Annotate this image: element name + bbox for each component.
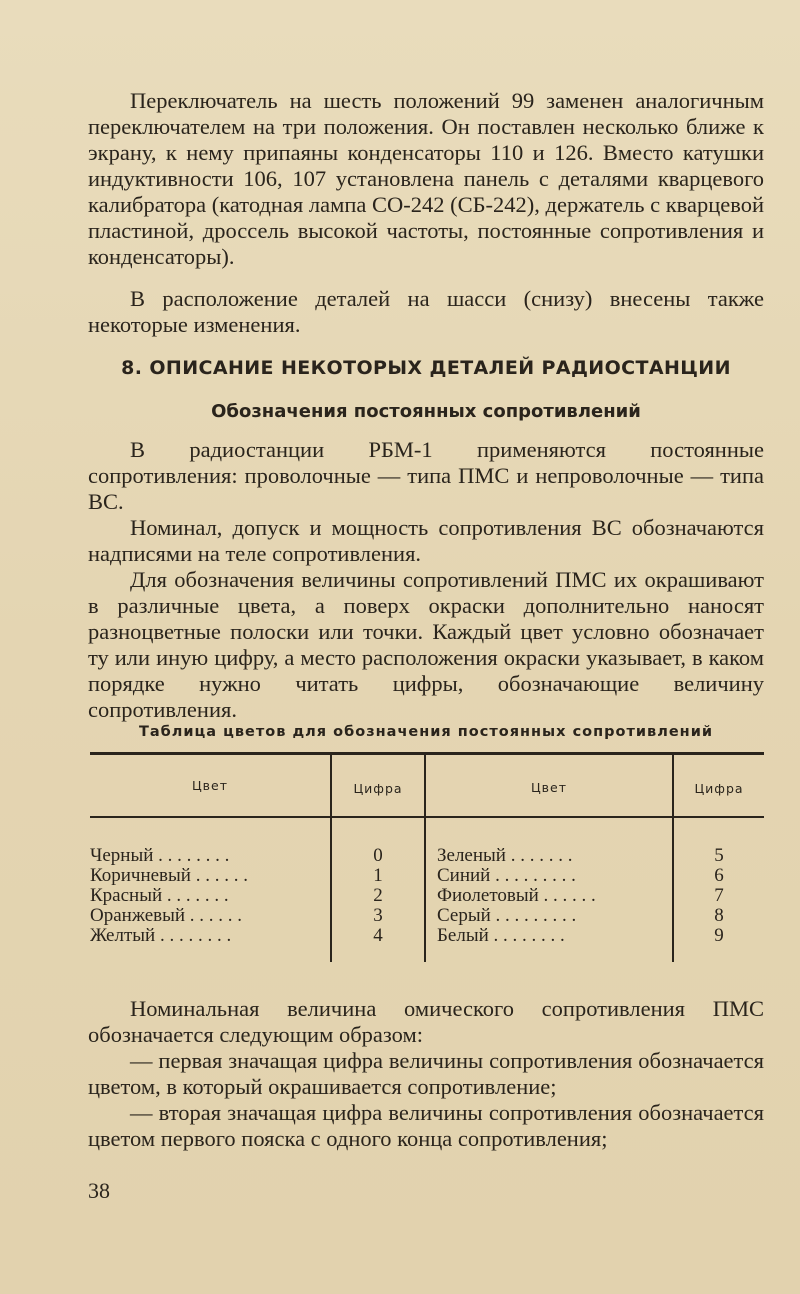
left-digit-column [332, 846, 424, 946]
table-cell-digit: 9 [714, 925, 724, 946]
table-caption: Таблица цветов для обозначения постоянных сопротивлений [138, 724, 714, 740]
table-cell-digit: 2 [373, 885, 383, 906]
table-cell-color: Белый . . . . . . . . [437, 925, 565, 946]
table-cell-color: Коричневый . . . . . . [90, 865, 248, 886]
table-cell-digit: 7 [714, 885, 724, 906]
right-color-column [437, 846, 669, 946]
left-color-column [90, 846, 326, 946]
table-cell-color: Оранжевый . . . . . . [90, 905, 243, 926]
table-cell-color: Зеленый . . . . . . . [437, 845, 573, 866]
table-header-digit-right: Цифра [694, 781, 744, 796]
table-cell-digit: 5 [714, 845, 724, 866]
page-number: 38 [88, 1178, 110, 1203]
table-header-digit-left: Цифра [353, 781, 403, 796]
paragraph-chassis-layout: В расположение деталей на шасси (снизу) внесены также некоторые изменения. [88, 286, 764, 337]
paragraph-pms-colors: Для обозначения величины сопротивлений ПМС их окрашивают в различные цвета, а поверх окраски дополнительно наносят разноцветные полоски или точки. Каждый цвет условно обозначает ту или иную цифру, а место расположения окраски указывает, в каком порядке нужно читать цифры, обозначающие величину сопротивления. [88, 567, 764, 722]
table-cell-digit: 0 [373, 845, 383, 866]
right-digit-column [674, 846, 764, 946]
table-cell-digit: 4 [373, 925, 383, 946]
paragraph-first-digit: — первая значащая цифра величины сопротивления обозначается цветом, в который окрашивается сопротивление; [88, 1048, 764, 1099]
table-header-color-right: Цвет [530, 780, 568, 795]
table-top-rule [90, 752, 764, 755]
paragraph-pms-nominal: Номинальная величина омического сопротивления ПМС обозначается следующим образом: [88, 996, 764, 1047]
subheading-resistor-markings: Обозначения постоянных сопротивлений [211, 401, 641, 422]
table-cell-digit: 3 [373, 905, 383, 926]
section-heading: 8. ОПИСАНИЕ НЕКОТОРЫХ ДЕТАЛЕЙ РАДИОСТАНЦИИ [121, 357, 731, 379]
paragraph-switch-replacement: Переключатель на шесть положений 99 заменен аналогичным переключателем на три положения. Он поставлен несколько ближе к экрану, к нему припаяны конденсаторы 110 и 126. Вместо катушки индуктивности 106, 107 установлена панель с деталями кварцевого калибратора (катодная лампа СО-242 (СБ-242), держатель с кварцевой пластиной, дроссель высокой частоты, постоянные сопротивления и конденсаторы). [88, 88, 764, 269]
paragraph-resistor-types: В радиостанции РБМ-1 применяются постоянные сопротивления: проволочные — типа ПМС и непроволочные — типа ВС. [88, 437, 764, 514]
table-cell-digit: 8 [714, 905, 724, 926]
table-header-rule [90, 816, 764, 818]
table-cell-color: Синий . . . . . . . . . [437, 865, 576, 886]
table-cell-color: Фиолетовый . . . . . . [437, 885, 596, 906]
table-cell-color: Желтый . . . . . . . . [90, 925, 232, 946]
table-cell-color: Красный . . . . . . . [90, 885, 229, 906]
paragraph-vs-markings: Номинал, допуск и мощность сопротивления ВС обозначаются надписями на теле сопротивления. [88, 515, 764, 566]
table-header-color-left: Цвет [191, 778, 229, 793]
table-cell-digit: 6 [714, 865, 724, 886]
paragraph-second-digit: — вторая значащая цифра величины сопротивления обозначается цветом первого пояска с одного конца сопротивления; [88, 1100, 764, 1151]
table-cell-digit: 1 [373, 865, 383, 886]
table-cell-color: Черный . . . . . . . . [90, 845, 230, 866]
table-cell-color: Серый . . . . . . . . . [437, 905, 577, 926]
